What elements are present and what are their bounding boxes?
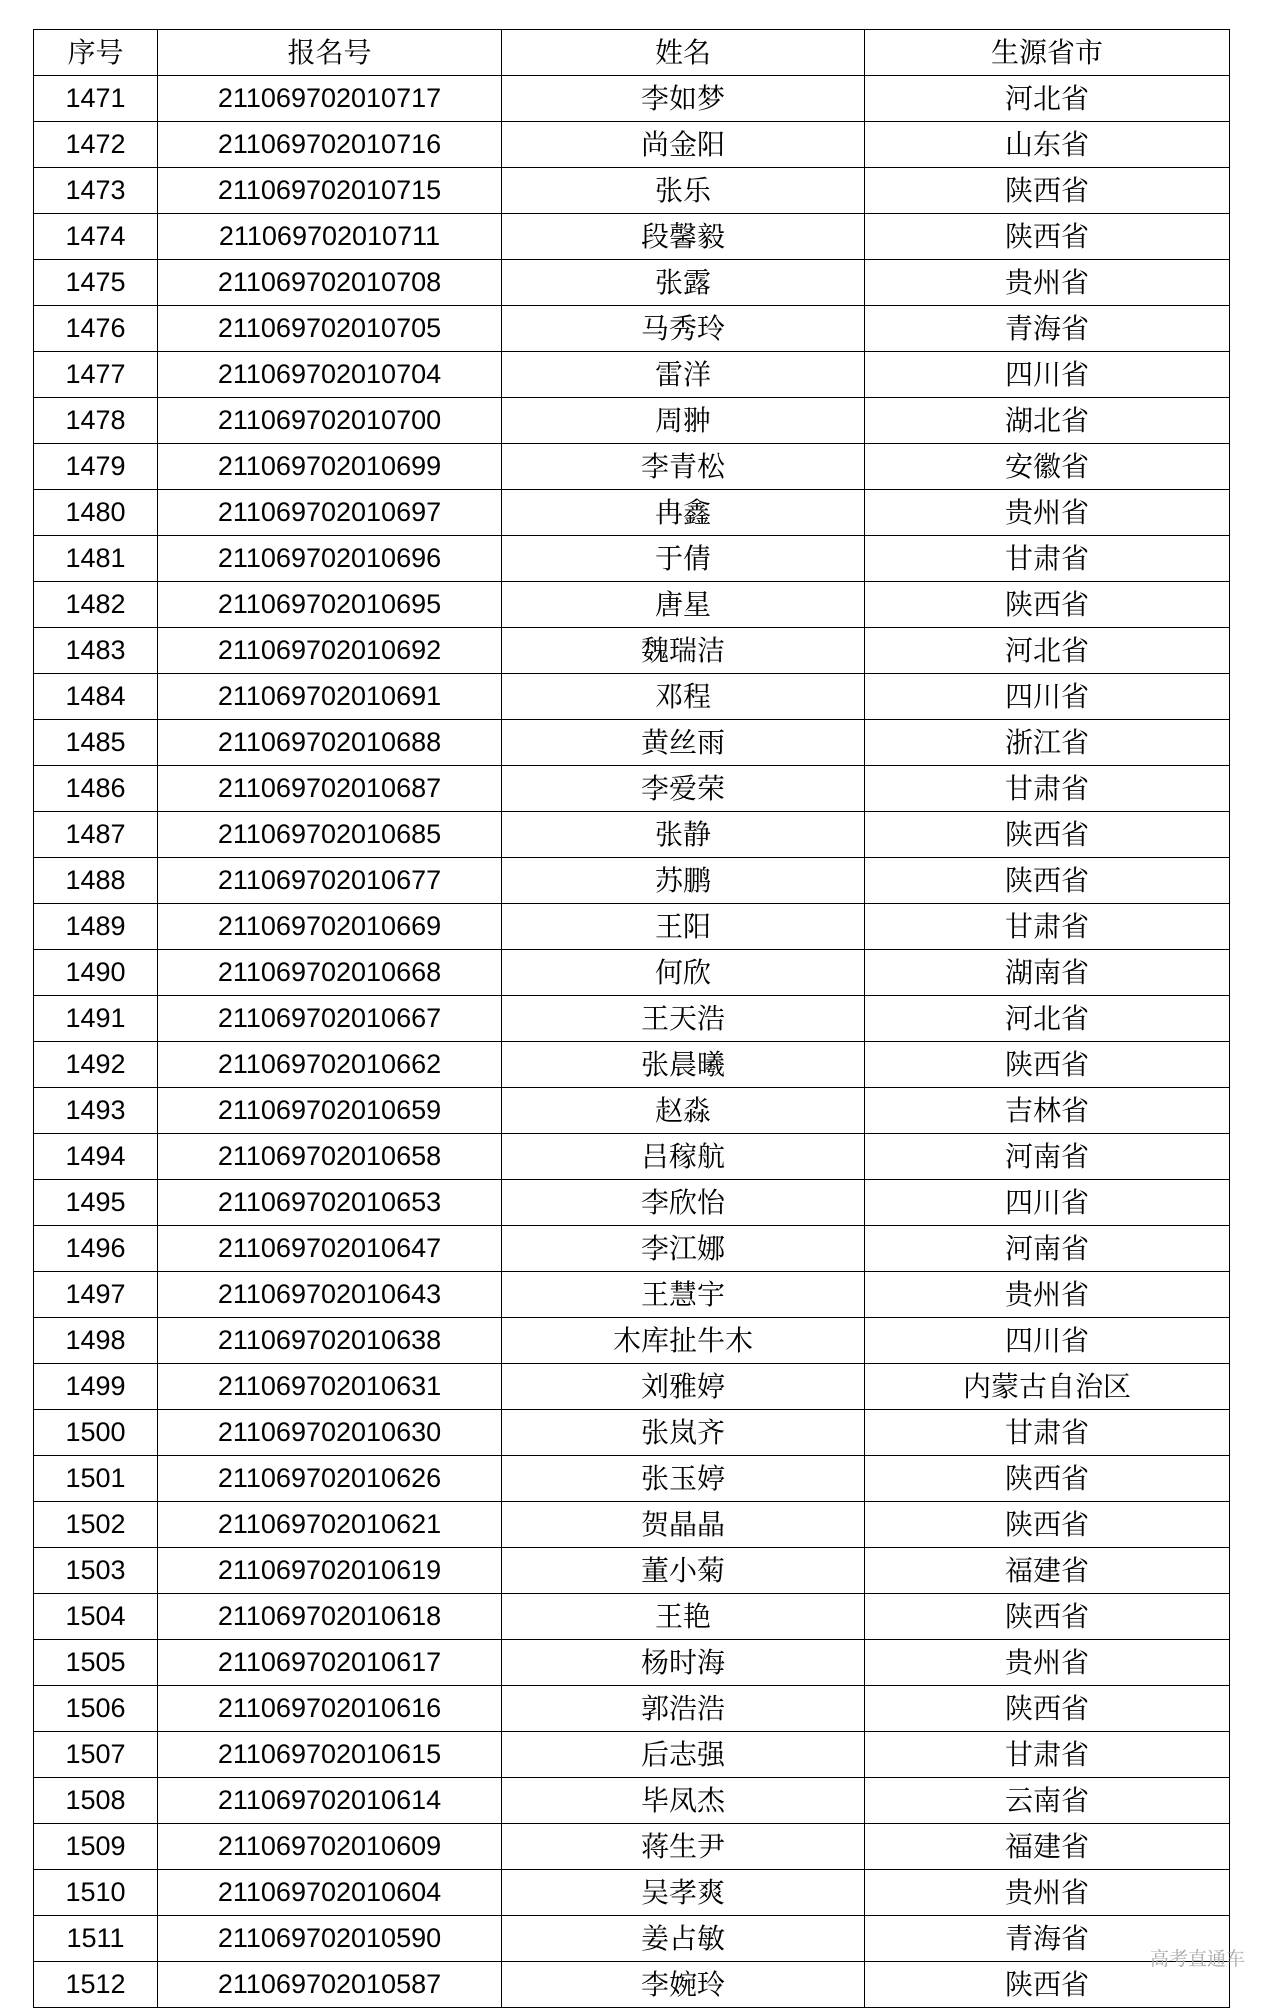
table-row [34, 168, 1230, 214]
cell-source-province: 陕西省 [865, 1686, 1230, 1732]
cell-name: 吕稼航 [502, 1134, 865, 1180]
cell-serial-number: 1502 [34, 1502, 158, 1548]
table-row [34, 1502, 1230, 1548]
table-row [34, 260, 1230, 306]
cell-source-province: 甘肃省 [865, 536, 1230, 582]
cell-registration-number: 211069702010590 [158, 1916, 502, 1962]
cell-name: 周翀 [502, 398, 865, 444]
cell-name: 李婉玲 [502, 1962, 865, 2008]
cell-serial-number: 1478 [34, 398, 158, 444]
cell-source-province: 贵州省 [865, 1870, 1230, 1916]
cell-registration-number: 211069702010695 [158, 582, 502, 628]
cell-serial-number: 1492 [34, 1042, 158, 1088]
cell-name: 段馨毅 [502, 214, 865, 260]
cell-registration-number: 211069702010691 [158, 674, 502, 720]
cell-serial-number: 1484 [34, 674, 158, 720]
table-row [34, 1364, 1230, 1410]
cell-serial-number: 1509 [34, 1824, 158, 1870]
cell-source-province: 青海省 [865, 1916, 1230, 1962]
cell-registration-number: 211069702010669 [158, 904, 502, 950]
cell-source-province: 湖南省 [865, 950, 1230, 996]
table-row [34, 1640, 1230, 1686]
table-row [34, 766, 1230, 812]
cell-serial-number: 1482 [34, 582, 158, 628]
cell-serial-number: 1485 [34, 720, 158, 766]
table-row [34, 720, 1230, 766]
table-row [34, 1042, 1230, 1088]
table-row [34, 1180, 1230, 1226]
cell-source-province: 甘肃省 [865, 904, 1230, 950]
cell-source-province: 四川省 [865, 1180, 1230, 1226]
table-row [34, 1318, 1230, 1364]
cell-serial-number: 1490 [34, 950, 158, 996]
table-row [34, 398, 1230, 444]
cell-name: 张静 [502, 812, 865, 858]
cell-source-province: 福建省 [865, 1824, 1230, 1870]
cell-name: 黄丝雨 [502, 720, 865, 766]
cell-name: 魏瑞洁 [502, 628, 865, 674]
table-row [34, 1686, 1230, 1732]
cell-serial-number: 1507 [34, 1732, 158, 1778]
table-row [34, 306, 1230, 352]
cell-name: 张晨曦 [502, 1042, 865, 1088]
cell-registration-number: 211069702010667 [158, 996, 502, 1042]
table-row [34, 1824, 1230, 1870]
cell-name: 毕凤杰 [502, 1778, 865, 1824]
cell-source-province: 贵州省 [865, 1640, 1230, 1686]
cell-serial-number: 1493 [34, 1088, 158, 1134]
header-serial-number: 序号 [34, 30, 158, 76]
cell-registration-number: 211069702010705 [158, 306, 502, 352]
cell-name: 唐星 [502, 582, 865, 628]
cell-name: 尚金阳 [502, 122, 865, 168]
cell-registration-number: 211069702010587 [158, 1962, 502, 2008]
cell-serial-number: 1471 [34, 76, 158, 122]
cell-registration-number: 211069702010697 [158, 490, 502, 536]
cell-name: 刘雅婷 [502, 1364, 865, 1410]
cell-name: 木库扯牛木 [502, 1318, 865, 1364]
cell-serial-number: 1476 [34, 306, 158, 352]
cell-registration-number: 211069702010715 [158, 168, 502, 214]
cell-source-province: 甘肃省 [865, 766, 1230, 812]
cell-serial-number: 1487 [34, 812, 158, 858]
cell-serial-number: 1473 [34, 168, 158, 214]
cell-name: 李青松 [502, 444, 865, 490]
header-source-province: 生源省市 [865, 30, 1230, 76]
cell-registration-number: 211069702010630 [158, 1410, 502, 1456]
cell-name: 李如梦 [502, 76, 865, 122]
cell-registration-number: 211069702010604 [158, 1870, 502, 1916]
table-row [34, 950, 1230, 996]
cell-source-province: 四川省 [865, 674, 1230, 720]
cell-source-province: 陕西省 [865, 1594, 1230, 1640]
cell-registration-number: 211069702010677 [158, 858, 502, 904]
table-row [34, 904, 1230, 950]
table-row [34, 490, 1230, 536]
table-row [34, 1916, 1230, 1962]
cell-name: 吴孝爽 [502, 1870, 865, 1916]
table-row [34, 122, 1230, 168]
cell-serial-number: 1477 [34, 352, 158, 398]
cell-name: 苏鹏 [502, 858, 865, 904]
table-row [34, 1088, 1230, 1134]
cell-registration-number: 211069702010621 [158, 1502, 502, 1548]
table-row [34, 674, 1230, 720]
cell-serial-number: 1508 [34, 1778, 158, 1824]
cell-serial-number: 1496 [34, 1226, 158, 1272]
cell-source-province: 福建省 [865, 1548, 1230, 1594]
cell-name: 杨时海 [502, 1640, 865, 1686]
table-row [34, 1410, 1230, 1456]
cell-serial-number: 1486 [34, 766, 158, 812]
cell-serial-number: 1491 [34, 996, 158, 1042]
cell-serial-number: 1474 [34, 214, 158, 260]
cell-registration-number: 211069702010685 [158, 812, 502, 858]
cell-source-province: 河南省 [865, 1134, 1230, 1180]
cell-source-province: 陕西省 [865, 858, 1230, 904]
cell-source-province: 陕西省 [865, 1456, 1230, 1502]
cell-registration-number: 211069702010609 [158, 1824, 502, 1870]
cell-serial-number: 1510 [34, 1870, 158, 1916]
admission-list-table [33, 29, 1230, 2008]
cell-source-province: 甘肃省 [865, 1410, 1230, 1456]
cell-name: 张乐 [502, 168, 865, 214]
cell-registration-number: 211069702010668 [158, 950, 502, 996]
table-row [34, 1272, 1230, 1318]
cell-source-province: 甘肃省 [865, 1732, 1230, 1778]
cell-name: 于倩 [502, 536, 865, 582]
cell-source-province: 陕西省 [865, 1962, 1230, 2008]
cell-registration-number: 211069702010699 [158, 444, 502, 490]
table-row [34, 1594, 1230, 1640]
cell-serial-number: 1500 [34, 1410, 158, 1456]
cell-name: 雷洋 [502, 352, 865, 398]
cell-registration-number: 211069702010617 [158, 1640, 502, 1686]
cell-serial-number: 1488 [34, 858, 158, 904]
cell-serial-number: 1505 [34, 1640, 158, 1686]
table-row [34, 76, 1230, 122]
cell-name: 张岚齐 [502, 1410, 865, 1456]
table-row [34, 352, 1230, 398]
cell-registration-number: 211069702010626 [158, 1456, 502, 1502]
cell-source-province: 云南省 [865, 1778, 1230, 1824]
cell-name: 冉鑫 [502, 490, 865, 536]
cell-registration-number: 211069702010658 [158, 1134, 502, 1180]
cell-serial-number: 1479 [34, 444, 158, 490]
header-registration-number: 报名号 [158, 30, 502, 76]
cell-name: 李欣怡 [502, 1180, 865, 1226]
cell-name: 张玉婷 [502, 1456, 865, 1502]
cell-source-province: 陕西省 [865, 1042, 1230, 1088]
table-header-row [34, 30, 1230, 76]
cell-name: 何欣 [502, 950, 865, 996]
cell-serial-number: 1489 [34, 904, 158, 950]
table-body [34, 76, 1230, 2008]
cell-registration-number: 211069702010619 [158, 1548, 502, 1594]
cell-serial-number: 1512 [34, 1962, 158, 2008]
cell-registration-number: 211069702010711 [158, 214, 502, 260]
cell-serial-number: 1495 [34, 1180, 158, 1226]
cell-source-province: 青海省 [865, 306, 1230, 352]
table-row [34, 1778, 1230, 1824]
cell-name: 王阳 [502, 904, 865, 950]
cell-serial-number: 1481 [34, 536, 158, 582]
cell-name: 张露 [502, 260, 865, 306]
cell-source-province: 贵州省 [865, 1272, 1230, 1318]
cell-source-province: 四川省 [865, 352, 1230, 398]
cell-registration-number: 211069702010616 [158, 1686, 502, 1732]
cell-registration-number: 211069702010696 [158, 536, 502, 582]
cell-registration-number: 211069702010717 [158, 76, 502, 122]
table-row [34, 1226, 1230, 1272]
cell-source-province: 陕西省 [865, 168, 1230, 214]
table-row [34, 812, 1230, 858]
cell-serial-number: 1504 [34, 1594, 158, 1640]
cell-registration-number: 211069702010662 [158, 1042, 502, 1088]
cell-name: 郭浩浩 [502, 1686, 865, 1732]
cell-serial-number: 1483 [34, 628, 158, 674]
cell-serial-number: 1511 [34, 1916, 158, 1962]
cell-name: 董小菊 [502, 1548, 865, 1594]
cell-serial-number: 1498 [34, 1318, 158, 1364]
cell-name: 李爱荣 [502, 766, 865, 812]
cell-source-province: 河北省 [865, 628, 1230, 674]
cell-serial-number: 1494 [34, 1134, 158, 1180]
cell-source-province: 河南省 [865, 1226, 1230, 1272]
cell-serial-number: 1480 [34, 490, 158, 536]
cell-source-province: 陕西省 [865, 214, 1230, 260]
table-row [34, 582, 1230, 628]
cell-source-province: 陕西省 [865, 1502, 1230, 1548]
table-row [34, 1732, 1230, 1778]
cell-source-province: 山东省 [865, 122, 1230, 168]
table-row [34, 1548, 1230, 1594]
cell-registration-number: 211069702010615 [158, 1732, 502, 1778]
cell-name: 王艳 [502, 1594, 865, 1640]
cell-name: 王天浩 [502, 996, 865, 1042]
cell-serial-number: 1472 [34, 122, 158, 168]
table-row [34, 536, 1230, 582]
cell-name: 邓程 [502, 674, 865, 720]
cell-registration-number: 211069702010692 [158, 628, 502, 674]
cell-source-province: 河北省 [865, 76, 1230, 122]
cell-name: 姜占敏 [502, 1916, 865, 1962]
cell-name: 赵淼 [502, 1088, 865, 1134]
cell-registration-number: 211069702010708 [158, 260, 502, 306]
cell-source-province: 陕西省 [865, 812, 1230, 858]
cell-registration-number: 211069702010647 [158, 1226, 502, 1272]
table-row [34, 858, 1230, 904]
cell-name: 贺晶晶 [502, 1502, 865, 1548]
cell-serial-number: 1501 [34, 1456, 158, 1502]
table-row [34, 1134, 1230, 1180]
cell-source-province: 四川省 [865, 1318, 1230, 1364]
cell-source-province: 陕西省 [865, 582, 1230, 628]
cell-registration-number: 211069702010687 [158, 766, 502, 812]
table-row [34, 1870, 1230, 1916]
cell-serial-number: 1497 [34, 1272, 158, 1318]
cell-name: 蒋生尹 [502, 1824, 865, 1870]
cell-source-province: 吉林省 [865, 1088, 1230, 1134]
cell-source-province: 贵州省 [865, 490, 1230, 536]
cell-serial-number: 1503 [34, 1548, 158, 1594]
header-name: 姓名 [502, 30, 865, 76]
cell-source-province: 河北省 [865, 996, 1230, 1042]
cell-registration-number: 211069702010653 [158, 1180, 502, 1226]
cell-registration-number: 211069702010700 [158, 398, 502, 444]
cell-registration-number: 211069702010716 [158, 122, 502, 168]
cell-name: 后志强 [502, 1732, 865, 1778]
cell-registration-number: 211069702010638 [158, 1318, 502, 1364]
cell-source-province: 安徽省 [865, 444, 1230, 490]
table-row [34, 996, 1230, 1042]
cell-serial-number: 1506 [34, 1686, 158, 1732]
cell-serial-number: 1475 [34, 260, 158, 306]
cell-name: 马秀玲 [502, 306, 865, 352]
cell-registration-number: 211069702010643 [158, 1272, 502, 1318]
cell-registration-number: 211069702010631 [158, 1364, 502, 1410]
cell-registration-number: 211069702010659 [158, 1088, 502, 1134]
table-row [34, 214, 1230, 260]
cell-source-province: 内蒙古自治区 [865, 1364, 1230, 1410]
cell-registration-number: 211069702010704 [158, 352, 502, 398]
cell-registration-number: 211069702010618 [158, 1594, 502, 1640]
cell-registration-number: 211069702010688 [158, 720, 502, 766]
cell-registration-number: 211069702010614 [158, 1778, 502, 1824]
cell-source-province: 贵州省 [865, 260, 1230, 306]
table-row [34, 628, 1230, 674]
cell-source-province: 湖北省 [865, 398, 1230, 444]
cell-serial-number: 1499 [34, 1364, 158, 1410]
table-row [34, 1456, 1230, 1502]
table-row [34, 444, 1230, 490]
cell-source-province: 浙江省 [865, 720, 1230, 766]
cell-name: 王慧宇 [502, 1272, 865, 1318]
cell-name: 李江娜 [502, 1226, 865, 1272]
watermark-text: 高考直通车 [1149, 1948, 1245, 1970]
